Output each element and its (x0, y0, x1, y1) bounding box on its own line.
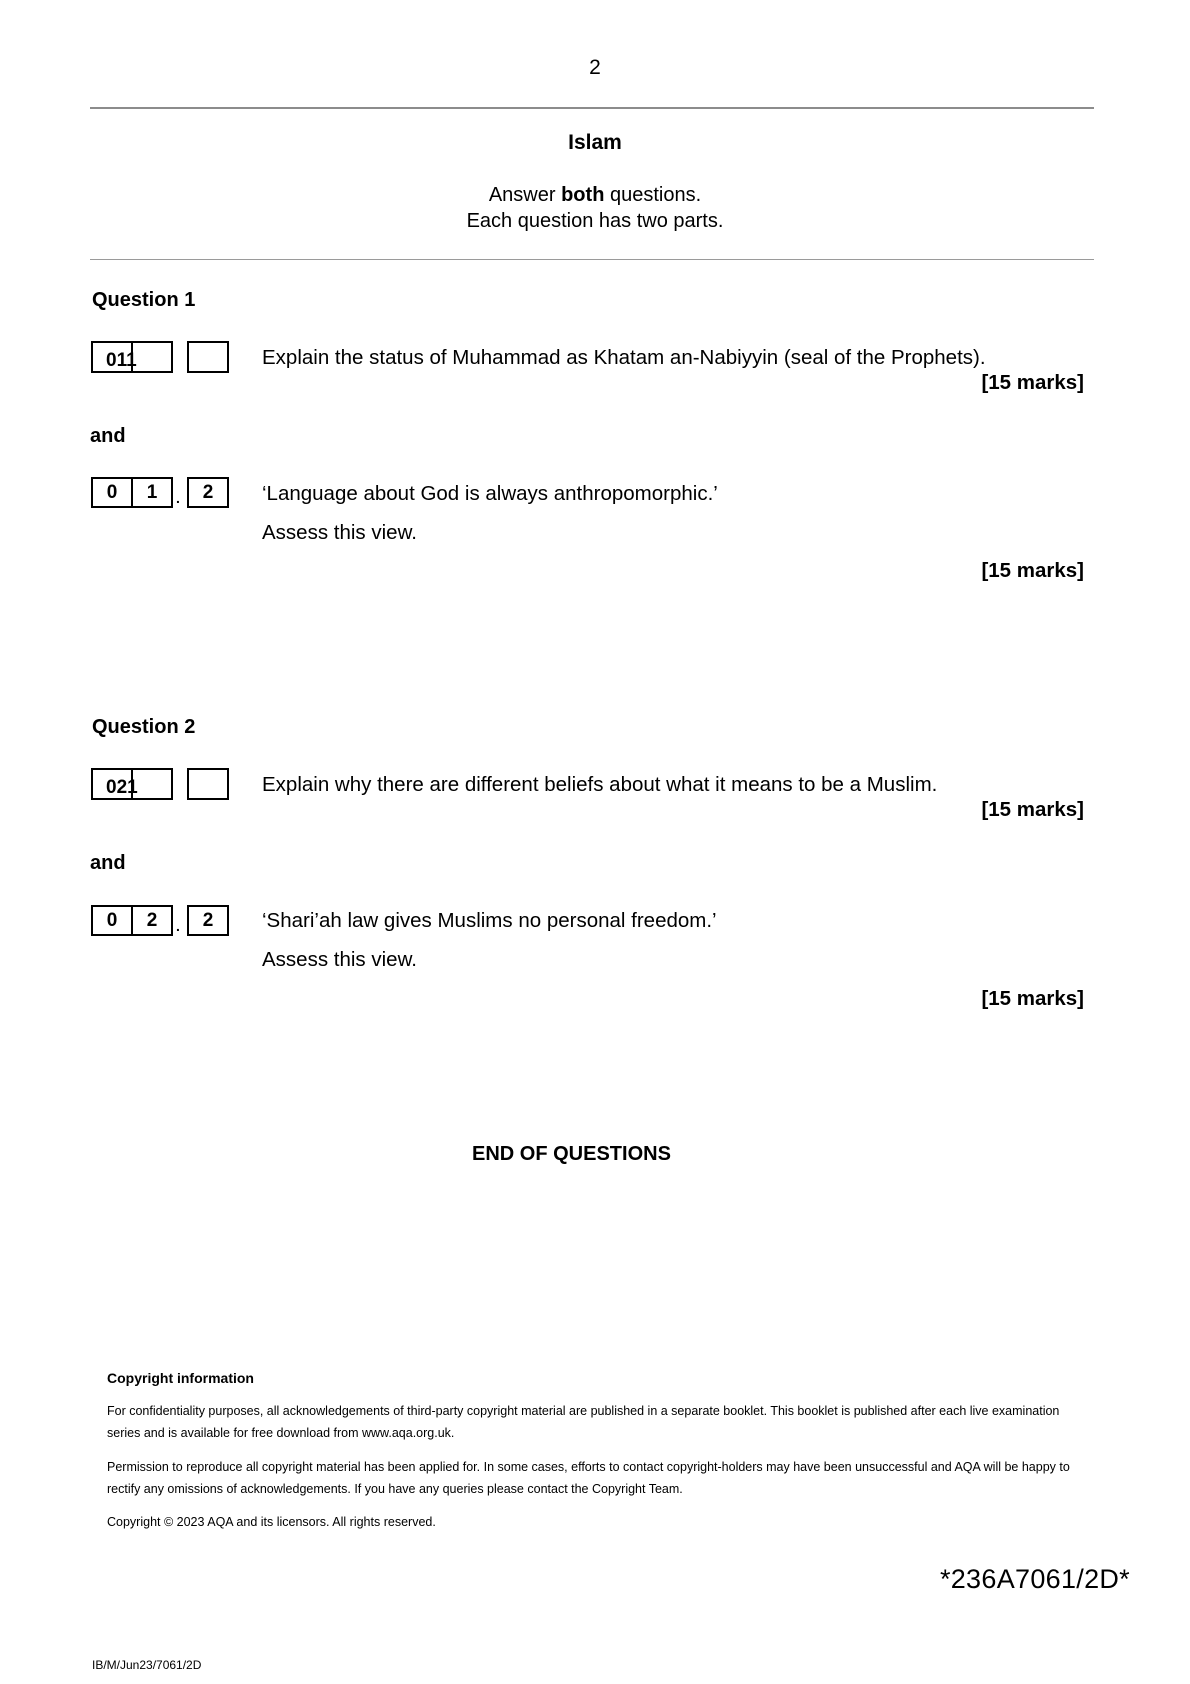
copyright-heading: Copyright information (107, 1370, 254, 1386)
question-02-2-subtext: Assess this view. (262, 948, 417, 971)
digit-box-2: 2 (187, 477, 229, 508)
question-01-2-subtext: Assess this view. (262, 521, 417, 544)
page-number: 2 (589, 56, 601, 79)
digit-box-2: 2 (187, 905, 229, 936)
digits-label: 021 (106, 777, 138, 798)
paper-reference: IB/M/Jun23/7061/2D (92, 1658, 202, 1672)
decimal-point: . (176, 490, 180, 506)
question-2-heading: Question 2 (92, 716, 196, 738)
question-01-1-text: Explain the status of Muhammad as Khatam an-Nabiyyin (seal of the Prophets). (262, 346, 986, 369)
question-02-1-marks: [15 marks] (981, 798, 1084, 821)
digit-box-0: 0 (91, 905, 133, 936)
and-connector-2: and (90, 852, 126, 874)
instruction-line-1 (0, 184, 1190, 207)
digit-box-1: 1 (131, 477, 173, 508)
copyright-paragraph-2: Permission to reproduce all copyright material has been applied for. In some cases, efforts to contact copyright-holders may have been unsuccessful and AQA will be happy to rectify any omissions of acknowledgements. If you have any queries please contact the Copyright Team. (107, 1460, 1070, 1496)
barcode-text: *236A7061/2D* (939, 1564, 1130, 1594)
instruction-bold: both (561, 184, 605, 206)
digit-box-0: 0 (91, 477, 133, 508)
section-title: Islam (568, 131, 622, 154)
part-number-box-empty (187, 341, 229, 373)
top-rule (90, 107, 1094, 109)
question-01-2-text: ‘Language about God is always anthropomorphic.’ (262, 482, 718, 505)
part-number-box-empty (187, 768, 229, 800)
end-of-questions: END OF QUESTIONS (472, 1143, 671, 1165)
question-02-1-text: Explain why there are different beliefs about what it means to be a Muslim. (262, 773, 938, 796)
question-01-2-marks: [15 marks] (981, 559, 1084, 582)
and-connector-1: and (90, 425, 126, 447)
section-rule (90, 259, 1094, 260)
instruction-line-2: Each question has two parts. (466, 210, 724, 232)
question-01-1-marks: [15 marks] (981, 371, 1084, 394)
question-02-2-text: ‘Shari’ah law gives Muslims no personal freedom.’ (262, 909, 717, 932)
digits-label: 011 (106, 350, 137, 371)
copyright-paragraph-1: For confidentiality purposes, all acknowledgements of third-party copyright material are published in a separate booklet. This booklet is published after each live examination series and is available for free download from www.aqa.org.uk. (107, 1404, 1060, 1440)
question-02-2-marks: [15 marks] (981, 987, 1084, 1010)
decimal-point: . (176, 918, 180, 934)
question-1-heading: Question 1 (92, 289, 196, 311)
digit-box-1: 2 (131, 905, 173, 936)
instruction-pre: Answer (488, 184, 562, 206)
copyright-paragraph-3: Copyright © 2023 AQA and its licensors. All rights reserved. (107, 1515, 436, 1529)
instruction-post: questions. (604, 184, 702, 206)
